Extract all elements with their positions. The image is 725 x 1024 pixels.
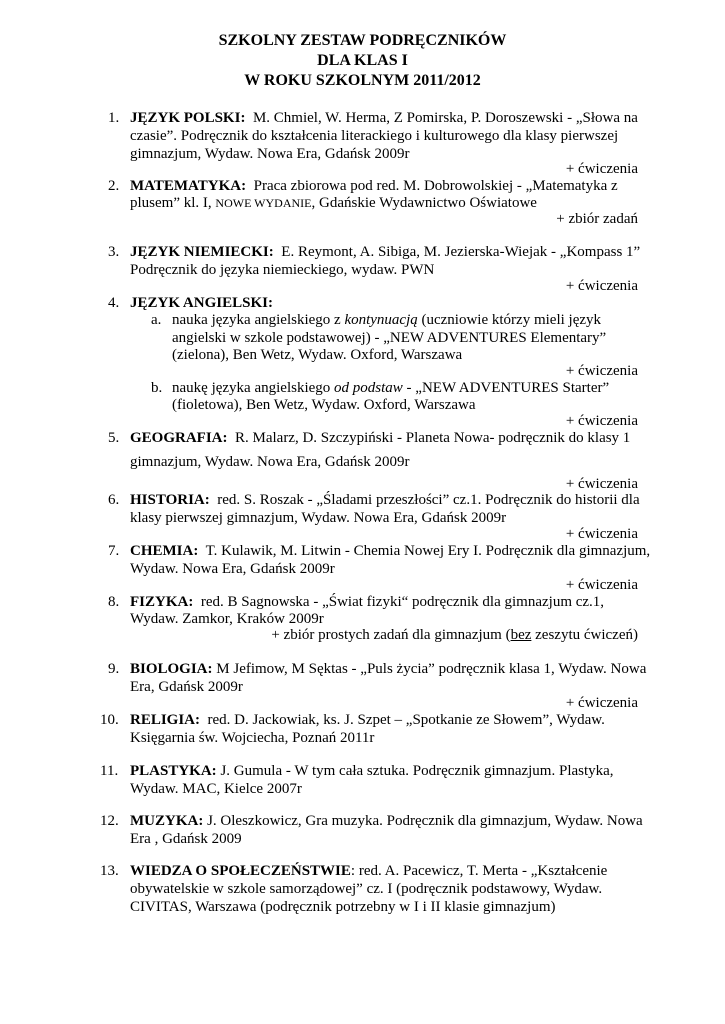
item-line: Era , Gdańsk 2009 [130,831,242,847]
line-text: , Gdańskie Wydawnictwo Oświatowe [311,195,537,211]
extra-note: + ćwiczenia [565,161,638,177]
extra-note: + ćwiczenia [565,413,638,429]
line-text: M. Chmiel, W. Herma, Z Pomirska, P. Doroszewski - „Słowa na [252,110,638,126]
item-line [130,243,640,261]
line-text: J. Oleszkowicz, Gra muzyka. Podręcznik dla gimnazjum, Wydaw. Nowa [207,813,643,829]
line-text: R. Malarz, D. Szczypiński - Planeta Nowa- podręcznik do klasy 1 [235,430,631,446]
extra-note: + ćwiczenia [565,526,638,542]
extra-note: + ćwiczenia [565,577,638,593]
extra-note: + ćwiczenia [565,695,638,711]
subject-name: HISTORIA: [130,492,210,508]
item-line [130,177,618,195]
subject-name: WIEDZA O SPOŁECZEŃSTWIE [130,863,351,879]
item-line [130,542,650,560]
item-number: 11. [100,763,119,779]
line-text: red. S. Roszak - „Śladami przeszłości” cz.1. Podręcznik do historii dla [217,492,640,508]
item-number: 3. [108,244,120,260]
item-line: angielski w szkole podstawowej) - „NEW ADVENTURES Elementary” [172,330,607,346]
item-number: 10. [100,712,119,728]
item-line [172,379,609,397]
item-line: CIVITAS, Warszawa (podręcznik potrzebny w I i II klasie gimnazjum) [130,899,556,915]
item-line: Era, Gdańsk 2009r [130,679,243,695]
subject-name: FIZYKA: [130,594,194,610]
item-line [130,711,605,729]
item-number: 9. [108,661,120,677]
line-text: zeszytu ćwiczeń) [531,627,638,643]
item-line [130,593,604,611]
extra-note [271,626,638,644]
item-line: czasie”. Podręcznik do kształcenia literackiego i kulturowego dla klasy pierwszej [130,128,619,144]
item-number: 6. [108,492,120,508]
item-number: 8. [108,594,120,610]
item-line [130,294,273,312]
emphasis-text: od podstaw [334,380,403,396]
item-line [130,491,640,509]
underlined-text: bez [510,627,532,643]
item-line: obywatelskie w szkole samorządowej” cz. I (podręcznik podstawowy, Wydaw. [130,881,603,897]
subject-name: JĘZYK ANGIELSKI: [130,295,273,311]
item-line: (fioletowa), Ben Wetz, Wydaw. Oxford, Warszawa [172,397,476,413]
line-text: red. D. Jackowiak, ks. J. Szpet – „Spotkanie ze Słowem”, Wydaw. [207,712,605,728]
line-text: : red. A. Pacewicz, T. Merta - „Kształcenie [350,863,608,879]
item-line [130,429,630,447]
line-text: T. Kulawik, M. Litwin - Chemia Nowej Ery I. Podręcznik dla gimnazjum, [205,543,651,559]
subject-name: RELIGIA: [130,712,201,728]
emphasis-text: kontynuacją [344,312,418,328]
line-text: E. Reymont, A. Sibiga, M. Jezierska-Wiejak - „Kompass 1” [281,244,641,260]
item-number: 12. [100,813,119,829]
subject-name: JĘZYK NIEMIECKI: [130,244,274,260]
line-text: - „NEW ADVENTURES Starter” [402,380,610,396]
edition-label: NOWE WYDANIE [215,196,312,210]
subject-name: MATEMATYKA: [130,178,247,194]
item-line: Podręcznik do języka niemieckiego, wydaw. PWN [130,262,435,278]
item-line [130,194,537,212]
item-number: 4. [108,295,120,311]
item-line [130,109,638,127]
subject-name: MUZYKA: [130,813,204,829]
item-line [172,311,601,329]
line-text: + zbiór prostych zadań dla gimnazjum ( [271,627,511,643]
item-line: Wydaw. MAC, Kielce 2007r [130,781,302,797]
subject-name: CHEMIA: [130,543,199,559]
sub-letter: a. [151,312,162,328]
item-number: 7. [108,543,120,559]
item-number: 1. [108,110,120,126]
line-text: M Jefimow, M Sęktas - „Puls życia” podręcznik klasa 1, Wydaw. Nowa [216,661,647,677]
item-line: klasy pierwszej gimnazjum, Wydaw. Nowa Era, Gdańsk 2009r [130,510,507,526]
line-text: red. B Sagnowska - „Świat fizyki“ podręcznik dla gimnazjum cz.1, [200,594,605,610]
item-number: 13. [100,863,119,879]
item-number: 2. [108,178,120,194]
sub-letter: b. [151,380,163,396]
subject-name: JĘZYK POLSKI: [130,110,246,126]
item-line: Wydaw. Nowa Era, Gdańsk 2009r [130,561,335,577]
item-line: (zielona), Ben Wetz, Wydaw. Oxford, Warszawa [172,347,463,363]
item-line [130,862,607,880]
line-text: Praca zbiorowa pod red. M. Dobrowolskiej - „Matematyka z [253,178,618,194]
item-line [130,762,614,780]
item-line [130,660,646,678]
extra-note: + zbiór zadań [556,211,638,227]
line-text: naukę języka angielskiego [172,380,335,396]
extra-note: + ćwiczenia [565,363,638,379]
title-line-3: W ROKU SZKOLNYM 2011/2012 [244,72,481,89]
extra-note: + ćwiczenia [565,476,638,492]
extra-note: + ćwiczenia [565,278,638,294]
item-line: Wydaw. Zamkor, Kraków 2009r [130,611,324,627]
line-text: plusem” kl. I, [130,195,216,211]
subject-name: BIOLOGIA: [130,661,213,677]
item-line: gimnazjum, Wydaw. Nowa Era, Gdańsk 2009r [130,454,410,470]
item-line: Księgarnia św. Wojciecha, Poznań 2011r [130,730,375,746]
title-line-2: DLA KLAS I [317,52,408,69]
line-text: nauka języka angielskiego z [172,312,345,328]
line-text: (uczniowie którzy mieli język [417,312,602,328]
title-line-1: SZKOLNY ZESTAW PODRĘCZNIKÓW [218,32,507,49]
item-line: gimnazjum, Wydaw. Nowa Era, Gdańsk 2009r [130,146,410,162]
item-number: 5. [108,430,120,446]
subject-name: GEOGRAFIA: [130,430,228,446]
item-line [130,812,643,830]
subject-name: PLASTYKA: [130,763,217,779]
line-text: J. Gumula - W tym cała sztuka. Podręcznik gimnazjum. Plastyka, [220,763,614,779]
